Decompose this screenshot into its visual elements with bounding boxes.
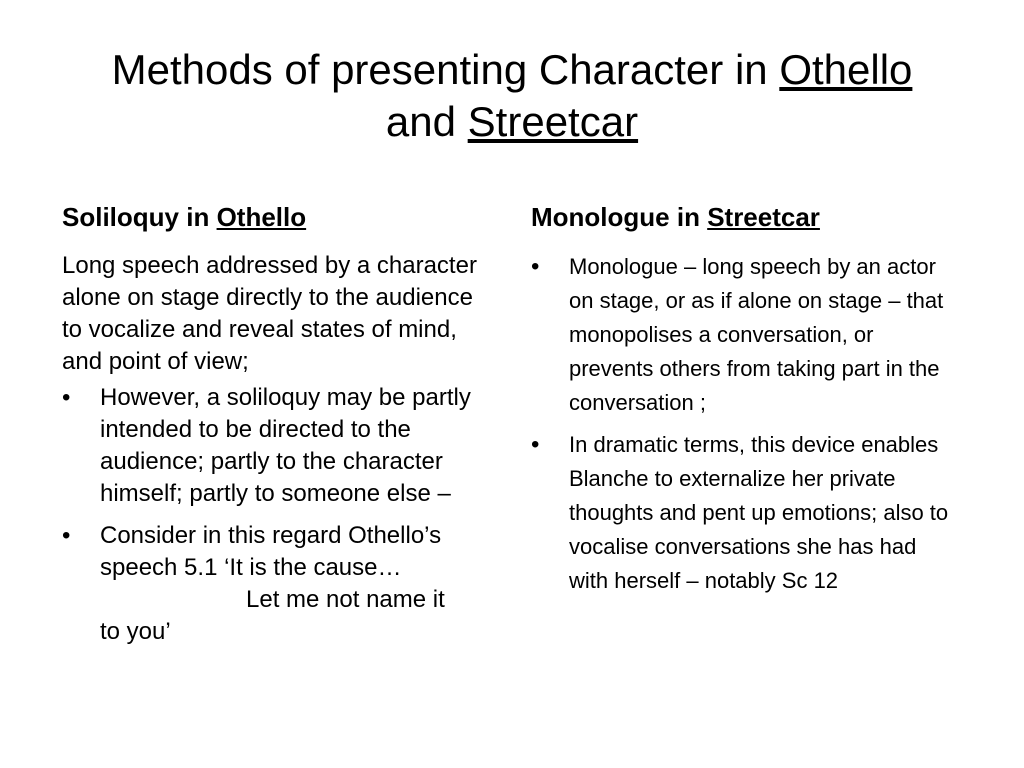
left-column <box>62 200 502 658</box>
bullet-icon: • <box>531 431 540 458</box>
right-heading-prefix: Monologue in <box>531 202 708 232</box>
title-streetcar: Streetcar <box>467 98 639 145</box>
title-text-part1: Methods of presenting Character in <box>111 46 780 93</box>
left-bullet-list <box>62 382 502 648</box>
right-heading-play: Streetcar <box>707 202 820 232</box>
right-bullet-item <box>531 250 957 420</box>
bullet-icon: • <box>62 384 71 411</box>
left-bullet-quote-end: to you’ <box>100 618 171 645</box>
slide-title <box>50 44 974 148</box>
left-heading <box>62 200 502 234</box>
left-bullet-text: Consider in this regard Othello’s speech 5.1 ‘It is the cause… <box>100 522 442 581</box>
left-heading-prefix: Soliloquy in <box>62 202 217 232</box>
right-bullet-item <box>531 428 957 598</box>
bullet-icon: • <box>62 522 71 549</box>
title-text-part2: and <box>385 98 468 145</box>
left-bullet-item <box>62 382 492 510</box>
right-bullet-text: In dramatic terms, this device enables Blanche to externalize her private thoughts and pent up emotions; also to vocalise conversations she has had with herself – notably Sc 12 <box>569 432 949 593</box>
right-bullet-text: Monologue – long speech by an actor on stage, or as if alone on stage – that monopolises a conversation, or prevents others from taking part in the conversation ; <box>569 254 944 415</box>
left-bullet-item <box>62 520 492 648</box>
left-intro-text: Long speech addressed by a character alone on stage directly to the audience to vocalize and reveal states of mind, and point of view; <box>62 252 477 375</box>
left-heading-play: Othello <box>216 202 307 232</box>
right-bullet-list <box>531 250 971 598</box>
left-bullet-quote-line: Let me not name it <box>246 586 445 613</box>
bullet-icon: • <box>531 253 540 280</box>
left-bullet-text: However, a soliloquy may be partly intended to be directed to the audience; partly to the character himself; partly to someone else – <box>100 384 471 507</box>
right-heading <box>531 200 971 234</box>
right-column <box>531 200 971 606</box>
title-othello: Othello <box>779 46 913 93</box>
